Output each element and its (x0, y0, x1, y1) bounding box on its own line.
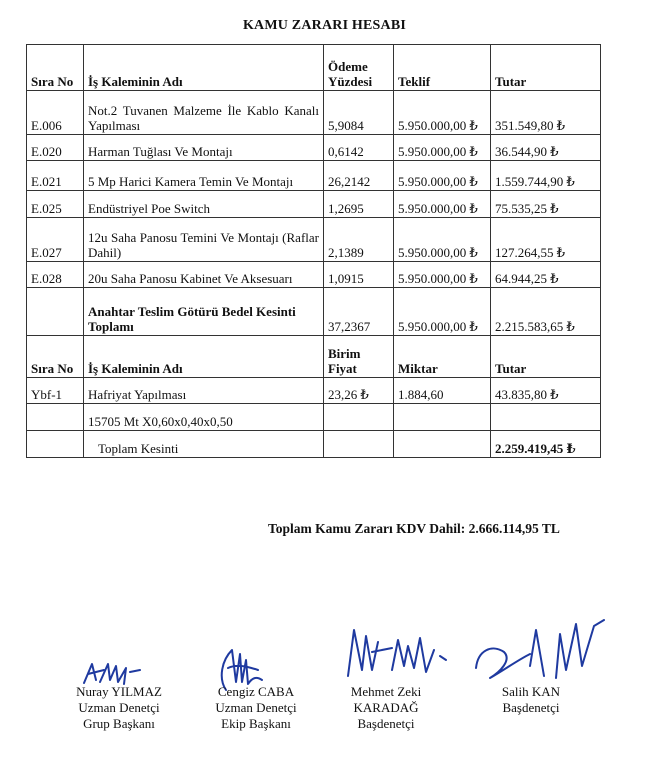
header-odeme-yuzdesi: Ödeme Yüzdesi (324, 45, 394, 91)
signatory-2 (196, 684, 316, 732)
row-name: 5 Mp Harici Kamera Temin Ve Montajı (84, 161, 324, 191)
signatory-title: Başdenetçi (502, 700, 560, 715)
signatory-role: Ekip Başkanı (221, 716, 291, 731)
row-pct: 5,9084 (324, 91, 394, 135)
signatory-title: Uzman Denetçi (78, 700, 160, 715)
signature-salih-icon (476, 620, 604, 678)
header-miktar: Miktar (394, 336, 491, 378)
row-amount: 64.944,25 ₺ (491, 262, 601, 288)
signatory-role: Başdenetçi (357, 716, 415, 731)
signatory-name: Cengiz CABA (217, 684, 295, 699)
row-pct: 1,2695 (324, 191, 394, 218)
table-row (27, 135, 601, 161)
subtotal-no (27, 288, 84, 336)
table1-header-row (27, 45, 601, 91)
row-pct: 1,0915 (324, 262, 394, 288)
row-unit-price (324, 404, 394, 431)
table-row (27, 378, 601, 404)
table-row (27, 91, 601, 135)
public-loss-table (26, 44, 601, 458)
table-row (27, 161, 601, 191)
row-name: 12u Saha Panosu Temini Ve Montajı (Raflar Dahil) (84, 218, 324, 262)
row-offer: 5.950.000,00 ₺ (394, 161, 491, 191)
table-row (27, 191, 601, 218)
table-row (27, 262, 601, 288)
subtotal-amount: 2.215.583,65 ₺ (491, 288, 601, 336)
row-offer: 5.950.000,00 ₺ (394, 135, 491, 161)
total-empty-2 (394, 431, 491, 458)
row-amount (491, 404, 601, 431)
signatory-4 (476, 684, 586, 716)
row-no (27, 404, 84, 431)
row-qty (394, 404, 491, 431)
row-no: E.006 (27, 91, 84, 135)
row-pct: 26,2142 (324, 161, 394, 191)
signatory-role: Grup Başkanı (83, 716, 155, 731)
header-tutar: Tutar (491, 336, 601, 378)
signatory-name: Salih KAN (501, 684, 561, 699)
signatory-name: Nuray YILMAZ (76, 684, 162, 699)
row-qty: 1.884,60 (394, 378, 491, 404)
signature-nuray-icon (84, 664, 140, 684)
row-no: E.020 (27, 135, 84, 161)
signature-mehmet-icon (348, 630, 446, 676)
row-no: E.028 (27, 262, 84, 288)
row-no: E.021 (27, 161, 84, 191)
row-no: E.027 (27, 218, 84, 262)
row-offer: 5.950.000,00 ₺ (394, 191, 491, 218)
total-row (27, 431, 601, 458)
header-sira-no: Sıra No (27, 45, 84, 91)
header-is-kalemi: İş Kaleminin Adı (84, 45, 324, 91)
row-amount: 43.835,80 ₺ (491, 378, 601, 404)
header-is-kalemi: İş Kaleminin Adı (84, 336, 324, 378)
subtotal-offer: 5.950.000,00 ₺ (394, 288, 491, 336)
subtotal-row (27, 288, 601, 336)
table-row (27, 218, 601, 262)
total-no (27, 431, 84, 458)
row-no: Ybf-1 (27, 378, 84, 404)
row-pct: 0,6142 (324, 135, 394, 161)
row-name: Not.2 Tuvanen Malzeme İle Kablo Kanalı Yapılması (84, 91, 324, 135)
row-amount: 127.264,55 ₺ (491, 218, 601, 262)
signatory-name: Mehmet Zeki (350, 684, 422, 699)
total-label: Toplam Kesinti (84, 431, 324, 458)
row-no: E.025 (27, 191, 84, 218)
total-empty-1 (324, 431, 394, 458)
row-name: 15705 Mt X0,60x0,40x0,50 (84, 404, 324, 431)
row-name: 20u Saha Panosu Kabinet Ve Aksesuarı (84, 262, 324, 288)
row-offer: 5.950.000,00 ₺ (394, 218, 491, 262)
row-name: Hafriyat Yapılması (84, 378, 324, 404)
row-name: Endüstriyel Poe Switch (84, 191, 324, 218)
subtotal-pct: 37,2367 (324, 288, 394, 336)
row-pct: 2,1389 (324, 218, 394, 262)
signatory-title: KARADAĞ (353, 700, 419, 715)
row-offer: 5.950.000,00 ₺ (394, 91, 491, 135)
header-tutar: Tutar (491, 45, 601, 91)
row-offer: 5.950.000,00 ₺ (394, 262, 491, 288)
signatory-title: Uzman Denetçi (215, 700, 297, 715)
grand-total: Toplam Kamu Zararı KDV Dahil: 2.666.114,95 TL (268, 521, 560, 536)
row-amount: 36.544,90 ₺ (491, 135, 601, 161)
header-birim-fiyat: Birim Fiyat (324, 336, 394, 378)
document-title: KAMU ZARARI HESABI (242, 18, 407, 33)
subtotal-label: Anahtar Teslim Götürü Bedel Kesinti Toplamı (84, 288, 324, 336)
table-row (27, 404, 601, 431)
row-unit-price: 23,26 ₺ (324, 378, 394, 404)
row-amount: 351.549,80 ₺ (491, 91, 601, 135)
header-sira-no: Sıra No (27, 336, 84, 378)
row-name: Harman Tuğlası Ve Montajı (84, 135, 324, 161)
signatory-3 (326, 684, 446, 732)
signatory-1 (54, 684, 184, 732)
row-amount: 1.559.744,90 ₺ (491, 161, 601, 191)
total-amount: 2.259.419,45 ₺ (491, 431, 601, 458)
row-amount: 75.535,25 ₺ (491, 191, 601, 218)
table2-header-row (27, 336, 601, 378)
header-teklif: Teklif (394, 45, 491, 91)
